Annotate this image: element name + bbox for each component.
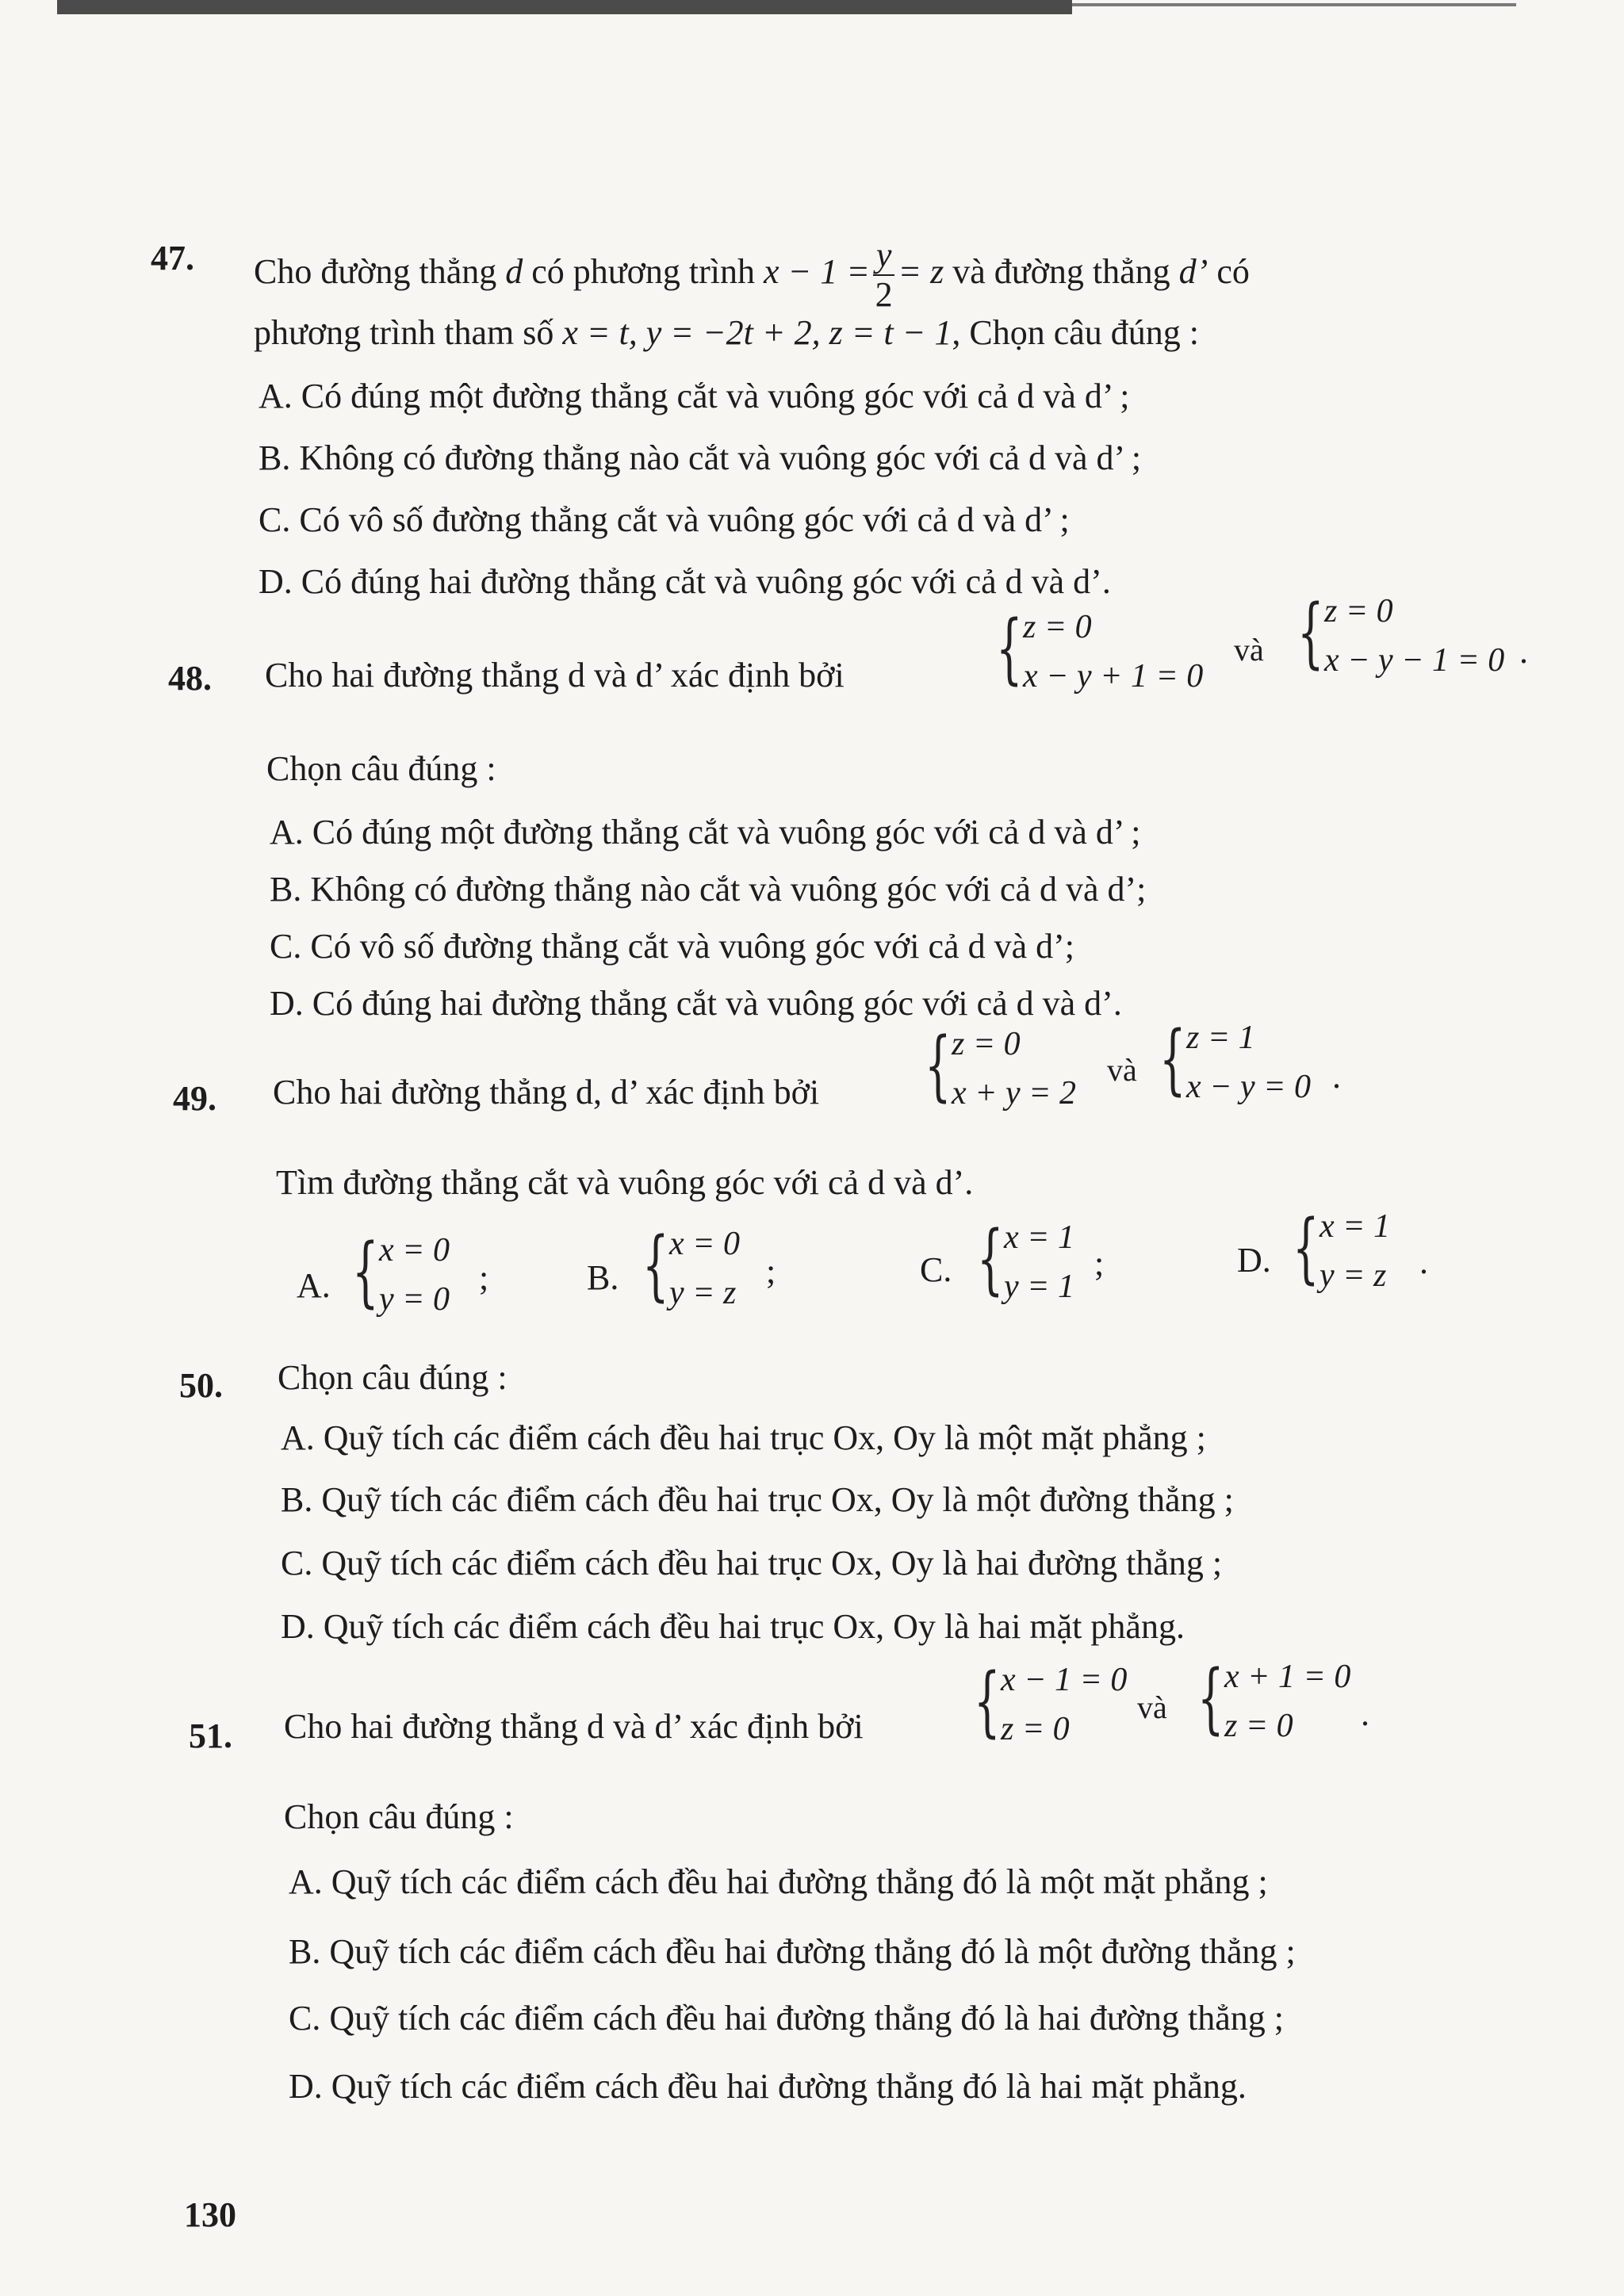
- option-b: B. Không có đường thẳng nào cắt và vuông góc với cả d và d’ ;: [259, 438, 1142, 477]
- question-stem: Cho hai đường thẳng d, d’ xác định bởi: [273, 1073, 820, 1112]
- question-stem-line-2: phương trình tham số x = t, y = −2t + 2, z = t − 1, Chọn câu đúng :: [254, 313, 1199, 352]
- period: .: [1332, 1057, 1341, 1096]
- choice-label: C.: [920, 1250, 952, 1289]
- question-number: 47.: [151, 239, 194, 277]
- equation-system-1: { z = 0 x − y + 1 = 0: [996, 604, 1204, 695]
- brace-icon: {: [1159, 1015, 1186, 1104]
- option-c: C. Quỹ tích các điểm cách đều hai đường thẳng đó là hai đường thẳng ;: [289, 1999, 1285, 2038]
- separator: ;: [1094, 1244, 1105, 1283]
- brace-icon: {: [977, 1215, 1004, 1303]
- equation-system-2: { x + 1 = 0 z = 0: [1197, 1654, 1351, 1744]
- brace-icon: {: [1293, 1203, 1320, 1292]
- question-stem: Cho hai đường thẳng d và d’ xác định bởi: [284, 1707, 864, 1746]
- question-number: 51.: [189, 1716, 232, 1755]
- option-b: B. Không có đường thẳng nào cắt và vuông góc với cả d và d’;: [270, 870, 1147, 909]
- choice-system: { x = 0 y = z: [642, 1221, 740, 1311]
- question-stem-line-1: Cho đường thẳng d có phương trình x − 1 = $\frac{y}{2}$ = z và đường thẳng d’ có: [254, 235, 1250, 314]
- separator: .: [1419, 1242, 1428, 1281]
- choice-system: { x = 1 y = z: [1293, 1203, 1390, 1294]
- scan-top-border: [57, 0, 1072, 14]
- choice-label: B.: [587, 1258, 619, 1297]
- question-prompt: Chọn câu đúng :: [284, 1797, 514, 1836]
- brace-icon: {: [642, 1221, 669, 1310]
- question-prompt: Tìm đường thẳng cắt và vuông góc với cả d và d’.: [276, 1163, 974, 1202]
- question-number: 50.: [179, 1366, 223, 1405]
- choice-label: A.: [297, 1266, 331, 1305]
- brace-icon: {: [1297, 588, 1324, 677]
- choice-label: D.: [1237, 1241, 1271, 1280]
- conjunction: và: [1234, 632, 1264, 668]
- option-a: A. Quỹ tích các điểm cách đều hai đường thẳng đó là một mặt phẳng ;: [289, 1862, 1268, 1901]
- option-d: D. Có đúng hai đường thẳng cắt và vuông góc với cả d và d’.: [259, 562, 1111, 601]
- option-c: C. Có vô số đường thẳng cắt và vuông góc với cả d và d’ ;: [259, 500, 1070, 539]
- option-b: B. Quỹ tích các điểm cách đều hai trục Ox, Oy là một đường thẳng ;: [281, 1480, 1234, 1519]
- option-d: D. Quỹ tích các điểm cách đều hai trục Ox, Oy là hai mặt phẳng.: [281, 1607, 1185, 1646]
- equation-system-1: { x − 1 = 0 z = 0: [974, 1657, 1128, 1747]
- option-c: C. Có vô số đường thẳng cắt và vuông góc với cả d và d’;: [270, 927, 1074, 966]
- brace-icon: {: [352, 1227, 379, 1316]
- brace-icon: {: [925, 1021, 952, 1110]
- equation-system-2: { z = 0 x − y − 1 = 0: [1297, 588, 1505, 679]
- option-b: B. Quỹ tích các điểm cách đều hai đường thẳng đó là một đường thẳng ;: [289, 1932, 1296, 1971]
- period: .: [1519, 632, 1528, 671]
- conjunction: và: [1107, 1052, 1137, 1088]
- conjunction: và: [1137, 1689, 1167, 1725]
- question-prompt: Chọn câu đúng :: [278, 1358, 508, 1397]
- fraction: $\frac{y}{2}$: [873, 238, 895, 312]
- question-number: 49.: [173, 1079, 216, 1118]
- page-number: 130: [184, 2195, 236, 2234]
- option-a: A. Quỹ tích các điểm cách đều hai trục Ox, Oy là một mặt phẳng ;: [281, 1418, 1206, 1457]
- option-a: A. Có đúng một đường thẳng cắt và vuông góc với cả d và d’ ;: [270, 813, 1141, 851]
- equation-system-2: { z = 1 x − y = 0: [1159, 1015, 1311, 1105]
- brace-icon: {: [974, 1657, 1001, 1746]
- question-number: 48.: [168, 659, 212, 698]
- option-d: D. Quỹ tích các điểm cách đều hai đường thẳng đó là hai mặt phẳng.: [289, 2067, 1247, 2106]
- brace-icon: {: [996, 604, 1023, 693]
- scan-top-border-thin: [1072, 3, 1516, 6]
- option-d: D. Có đúng hai đường thẳng cắt và vuông góc với cả d và d’.: [270, 984, 1122, 1023]
- period: .: [1361, 1694, 1369, 1733]
- choice-system: { x = 1 y = 1: [977, 1215, 1074, 1305]
- option-c: C. Quỹ tích các điểm cách đều hai trục Ox, Oy là hai đường thẳng ;: [281, 1544, 1223, 1582]
- separator: ;: [479, 1258, 489, 1297]
- choice-system: { x = 0 y = 0: [352, 1227, 450, 1318]
- brace-icon: {: [1197, 1654, 1224, 1743]
- separator: ;: [766, 1252, 776, 1291]
- option-a: A. Có đúng một đường thẳng cắt và vuông góc với cả d và d’ ;: [259, 377, 1130, 415]
- question-prompt: Chọn câu đúng :: [266, 749, 496, 788]
- question-stem: Cho hai đường thẳng d và d’ xác định bởi: [265, 656, 845, 695]
- equation-system-1: { z = 0 x + y = 2: [925, 1021, 1076, 1112]
